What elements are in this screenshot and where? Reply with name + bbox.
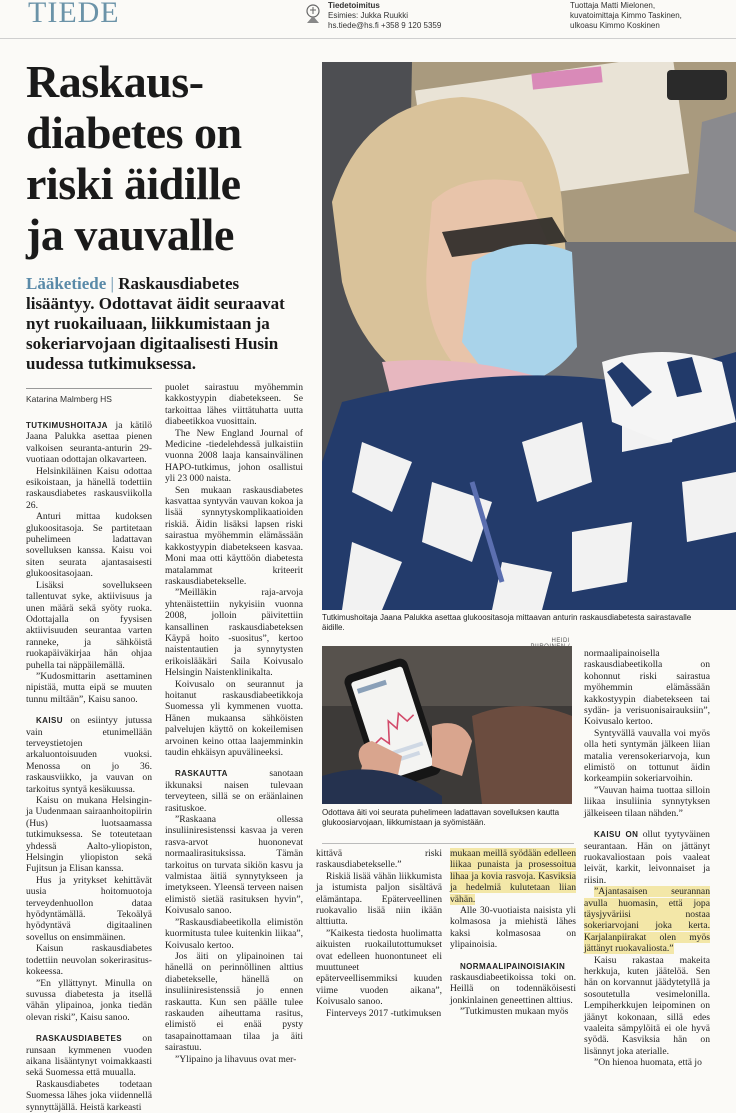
lead-separator: | xyxy=(110,274,114,293)
body-column-1 xyxy=(26,420,152,1113)
desk-title: Tiedetoimitus xyxy=(328,1,380,10)
lead-line: lisääntyy. Odottavat äidit seuraavat xyxy=(26,294,285,313)
paragraph: KAISU ON ollut tyytyväinen seurantaan. Hän on jättänyt ruokavaliostaan pois vaaleat leivät, karkit, leivonnaiset ja riisin. xyxy=(584,829,710,886)
lead-line: sokeriarvojaan digitaalisesti Husin xyxy=(26,334,279,353)
lead-line: uudessa tutkimuksessa. xyxy=(26,354,197,373)
staff-credits xyxy=(570,1,730,31)
body-column-2 xyxy=(165,382,303,1065)
paragraph: ”On hienoa huomata, että jo xyxy=(594,1057,702,1069)
paragraph: ”Raskausdiabeetikolla elimistön kuormitusta tulee kuitenkin liikaa”, Koivusalo kertoo. xyxy=(165,916,303,951)
paragraph: RASKAUTTA sanotaan ikkunaksi naisen tulevaan terveyteen, sillä se on eräänlainen rasituskoe. xyxy=(165,768,303,814)
paragraph: ”Meilläkin raja-arvoja yhtenäistettiin nykyisiin vuonna 2008, jolloin päivitettiin kansallinen raskausdiabeteksen Käypä hoito -suositus”, kertoo naistentautien ja synnytysten erikoislääkäri Saila Koivusalo Helsingin Naistenklinikalta. xyxy=(165,587,303,679)
paragraph: Kaisu rakastaa makeita herkkuja, kuten jäätelöä. Sen hän on korvannut jäädytetyllä ja sosoutetulla vesimelonilla. Lempiherkkujen leipominen on jäänyt kokonaan, sillä edes vaaleita sämpylöitä ei ole hyvä syödä. Kasviksia hän on lisännyt joka aterialle. xyxy=(584,954,710,1057)
section-name: TIEDE xyxy=(28,0,120,29)
paragraph: Sen mukaan raskausdiabetes kasvattaa syntyvän vauvan kokoa ja lisää synnytyskomplikaatioiden riskiä. Äidin lisäksi lapsen riski sairastua myöhemmin elämässään kakkostyypin diabetekseen kasvaa. Moni maa otti käyttöön diabetesta matalammat kriteerit raskausdiabetekselle. xyxy=(165,484,303,587)
hs-logo-icon xyxy=(303,3,323,25)
paragraph: The New England Journal of Medicine -tiedelehdessä julkaistiin vuonna 2008 laaja kansainvälinen HAPO-tutkimus, johon osallistui yli 23 000 naista. xyxy=(165,427,303,485)
paragraph: Lisäksi sovellukseen tallentuvat syke, aktiivisuus ja unen määrä sekä syöty ruoka. Odottajalla on fyysisen aktiivisuuden seurantaa varten ranneke, ja sähköistä ruokapäiväkirjaa hän ohjaa puhella tai näppäilemällä. xyxy=(26,579,152,671)
paragraph: ”Kaikesta tiedosta huolimatta aikuisten ruokailutottumukset ovat edelleen huonontuneet eli muuttuneet epäterveellisemmiksi kuuden viime vuoden aikana”, Koivusalo sanoo. xyxy=(316,927,442,1008)
paragraph: Koivusalo on seurannut ja hoitanut raskausdiabeetikkoja Suomessa yli kymmenen vuotta. Hänen mukaansa sähköisten palvelujen käyttö on kokeilemisen arvoinen keino ottaa laajemminkin taudin ehkäisyn apuvälineeksi. xyxy=(165,678,303,758)
paragraph: kittävä riski raskausdiabetekselle.” xyxy=(316,848,442,871)
paragraph: TUTKIMUSHOITAJA ja kätilö Jaana Palukka asettaa pienen valkoisen seuranta-anturin 29-vuotiaan odottajan olkavarteen. xyxy=(26,420,152,466)
paragraph: ”Tutkimusten mukaan myös xyxy=(460,1006,569,1018)
headline-line: riski äidille xyxy=(26,158,241,209)
paragraph: ”En yllättynyt. Minulla on suvussa diabetesta ja itsellä vähän ylipainoa, jonka tiedän olevan riski”, Kaisu sanoo. xyxy=(26,977,152,1023)
highlighted-text: mukaan meillä syödään edelleen liikaa punaista ja prosessoitua lihaa ja kovia rasvoja. Kasviksia ja hedelmiä kulutetaan liian vähän. xyxy=(450,848,576,905)
paragraph: KAISU on esiintyy jutussa vain etunimellään terveystietojen arkaluontoisuuden vuoksi. Menossa on jo 36. raskausviikko, ja vauvan on tarkoitus syntyä kesäkuussa. xyxy=(26,715,152,795)
article-lead xyxy=(26,274,316,374)
lead-kicker: Lääketiede xyxy=(26,274,107,293)
paragraph: NORMAALIPAINOISIAKIN raskausdiabeetikoissa toki on. Heillä on todennäköisesti jonkinlainen geneettinen alttius. xyxy=(450,961,576,1006)
body-column-5 xyxy=(584,648,710,1069)
body-column-3 xyxy=(316,848,442,1019)
paragraph: Alle 30-vuotiaista naisista yli kolmasosa ja miehistä lähes kaksi kolmasosaa on ylipainoisia. xyxy=(450,905,576,951)
headline-line: Raskaus- xyxy=(26,56,204,107)
paragraph: Raskausdiabetes todetaan Suomessa lähes joka viidennellä synnyttäjällä. Heistä karkeasti xyxy=(26,1078,152,1113)
article-headline xyxy=(26,56,306,260)
paragraph: Kaisun raskausdiabetes todettiin neuvolan sokerirasitus-kokeessa. xyxy=(26,943,152,978)
lead-line: nyt ruokailuaan, liikkumistaan ja xyxy=(26,314,270,333)
paragraph: normaalipainoisella raskausdiabeetikolla on kohonnut riski sairastua myöhemmin elämässään kakkostyypin diabetekseen tai sydän- ja verisuonisairauksiin”, Koivusalo kertoo. xyxy=(584,648,710,728)
byline: Katarina Malmberg HS xyxy=(26,394,112,404)
paragraph xyxy=(450,848,576,905)
paragraph: Jos äiti on ylipainoinen tai hänellä on perinnöllinen alttius diabetekselle, hänellä on insuliiniresistenssiä jo ennen raskautta. Kun sen päälle tulee raskauden aiheuttama rasitus, elimistö ei enää pysty tasapainottamaan tilaa ja äiti sairastuu. xyxy=(165,950,303,1054)
paragraph: Finterveys 2017 -tutkimuksen xyxy=(326,1007,442,1019)
main-photo xyxy=(322,62,736,610)
headline-line: ja vauvalle xyxy=(26,209,234,260)
credit-line: Tuottaja Matti Mielonen, xyxy=(570,1,656,10)
paragraph: RASKAUSDIABETES on runsaan kymmenen vuoden aikana lisääntynyt voimakkaasti sekä Suomessa että muualla. xyxy=(26,1033,152,1079)
paragraph: Hus ja yritykset kehittävät uusia hoitomuotoja terveydenhuollon dataa hyödyntämällä. Tekoälyä hyödyntävä digitaalinen sovellus on ensimmäinen. xyxy=(26,874,152,943)
photo-credit: HEIDI xyxy=(551,638,570,644)
phone-photo xyxy=(322,646,572,804)
headline-line: diabetes on xyxy=(26,107,242,158)
paragraph: ”Vauvan haima tuottaa silloin liikaa insuliinia synnytyksen jälkeiseen tilaan nähden.” xyxy=(584,784,710,819)
credit-line: kuvatoimittaja Kimmo Taskinen, xyxy=(570,11,682,20)
paragraph xyxy=(584,886,710,954)
lead-first: Raskausdiabetes xyxy=(118,274,240,293)
paragraph: Helsinkiläinen Kaisu odottaa esikoistaan, ja hänellä todettiin raskausdiabetes raskausviikolla 26. xyxy=(26,465,152,511)
paragraph: Riskiä lisää vähän liikkumista ja istumista paljon sisältävä elämäntapa. Epäterveellinen ruokavalio lisää niin ikään alttiutta. xyxy=(316,870,442,928)
body-column-4 xyxy=(450,848,576,1018)
paragraph: Syntyvällä vauvalla voi myös olla heti syntymän jälkeen liian matalia verensokeriarvoja, kun elimistö on tottunut äidin korkeampiin sokeriarvoihin. xyxy=(584,727,710,785)
desk-head: Esimies: Jukka Ruukki xyxy=(328,11,409,20)
paragraph: ”Kudosmittarin asettaminen nipistää, mutta eipä se muuten tunnu miltään”, Kaisu sanoo. xyxy=(26,670,152,705)
desk-contact: hs.tiede@hs.fi +358 9 120 5359 xyxy=(328,21,442,30)
caption-divider xyxy=(322,843,574,844)
paragraph: ”Ylipaino ja lihavuus ovat mer- xyxy=(175,1053,297,1065)
paragraph: ”Raskaana ollessa insuliiniresistenssi kasvaa ja veren rasva-arvot huononevat normaalirasituksissa. Tämän tarkoitus on turvata sikiön kasvu ja valmistaa äitiä synnytykseen ja imetykseen. Yleensä terveen naisen elimistö sietää rasituksen hyvin”, Koivusalo sanoo. xyxy=(165,814,303,917)
byline-rule xyxy=(26,388,152,389)
paragraph: Kaisu on mukana Helsingin- ja Uudenmaan sairaanhoitopiirin (Hus) luotsaamassa tutkimuksessa. Se toteutetaan yhdessä Aalto-yliopiston, Helsingin yliopiston sekä Fujitsun ja Elisan kanssa. xyxy=(26,795,152,875)
paragraph: Anturi mittaa kudoksen glukoositasoja. Se partitetaan puhelimeen ladattavan sovelluksen kanssa. Kaisu voi siten seurata ajantasaisesti glukoositasojaan. xyxy=(26,511,152,580)
highlighted-text: ”Ajantasaisen seurannan avulla huomasin, että jopa täysjyväriisi nostaa sokeriarvojani joka kerta. Karjalanpiirakat olen myös jättänyt ruokavaliosta.” xyxy=(584,886,710,955)
main-photo-caption: Tutkimushoitaja Jaana Palukka asettaa glukoositasoja mittaavan anturin raskausdiabetesta sairastavalle äidille. xyxy=(322,613,692,632)
masthead-divider xyxy=(0,38,736,39)
phone-photo-caption: Odottava äiti voi seurata puhelimeen ladattavan sovelluksen kautta glukoosiarvojaan, liikkumistaan ja syömistään. xyxy=(322,808,560,827)
desk-info xyxy=(328,1,441,31)
credit-line: ulkoasu Kimmo Koskinen xyxy=(570,21,660,30)
paragraph: puolet sairastuu myöhemmin kakkostyypin diabetekseen. Se tarkoittaa lähes viittätuhatta uutta diabeetikkoa vuosittain. xyxy=(165,382,303,428)
